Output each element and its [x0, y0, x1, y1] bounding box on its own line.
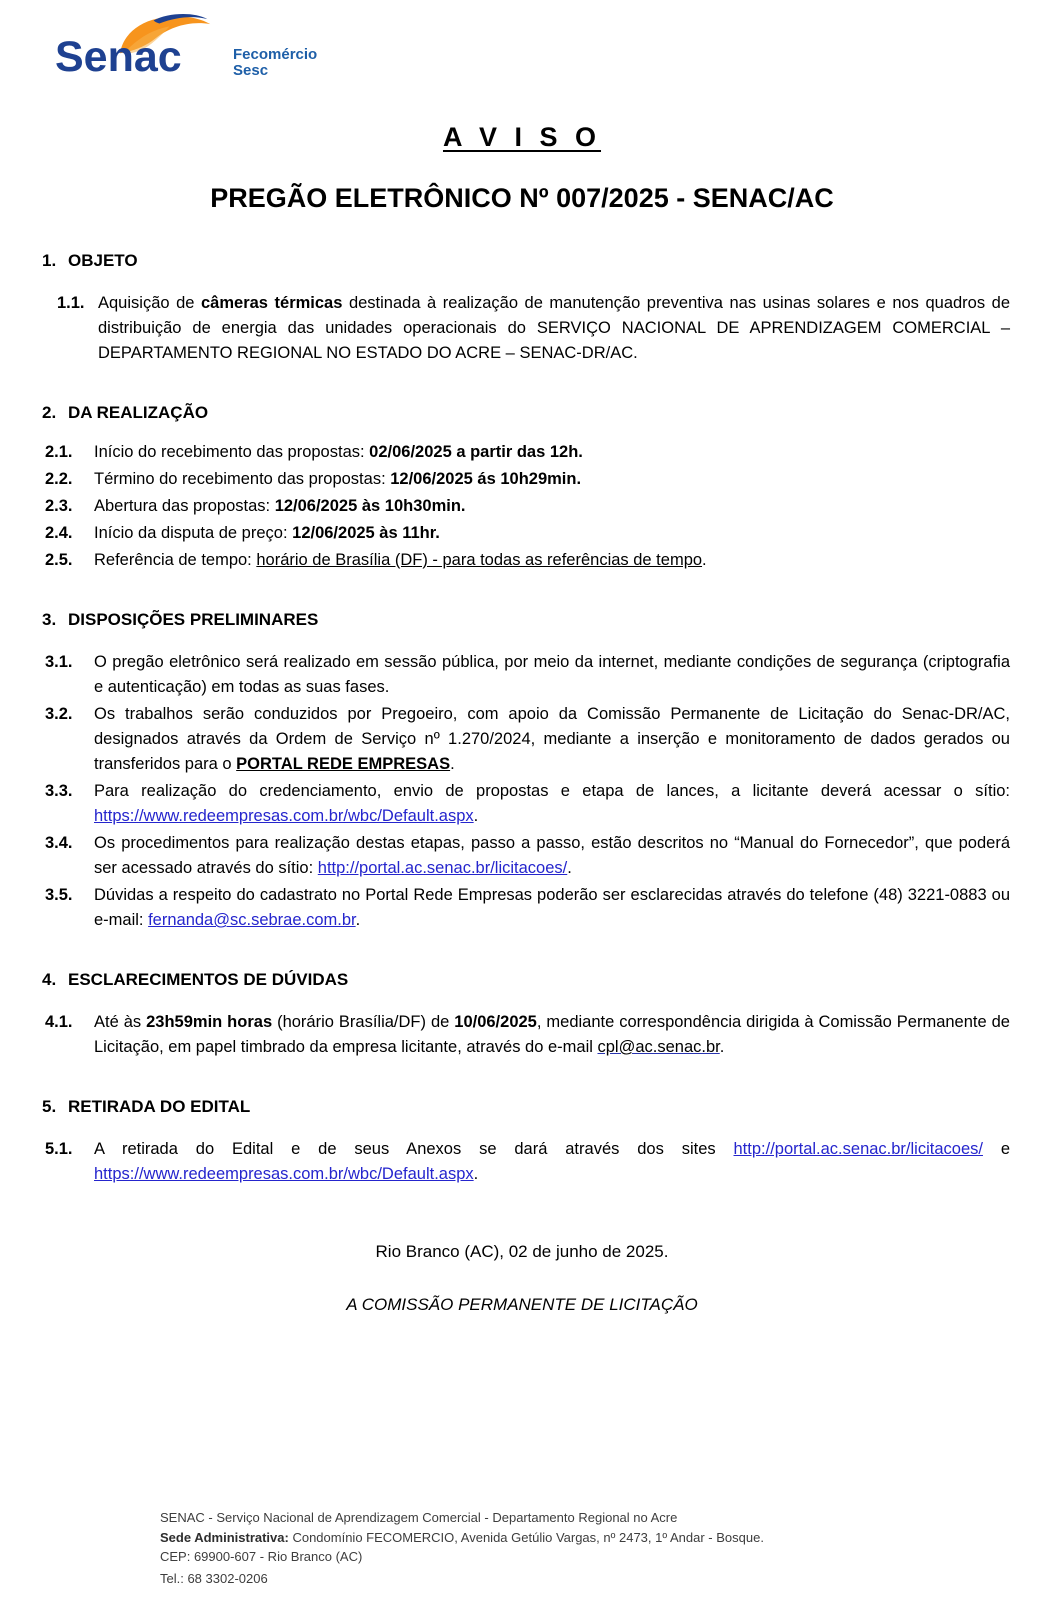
hyperlink[interactable]: http://portal.ac.senac.br/licitacoes/ — [733, 1140, 983, 1158]
section-title: DA REALIZAÇÃO — [68, 403, 209, 422]
item-number: 4.1. — [45, 1013, 73, 1031]
item-number: 3.3. — [45, 782, 73, 800]
text-run: Os trabalhos serão conduzidos por Pregoeiro, com apoio da Comissão Permanente de Licitação do Senac-DR/AC, designados através da Ordem de Serviço nº 1.270/2024, mediante a inserção e monitoramento de dados gerados ou transferidos para o — [94, 705, 1010, 773]
text-run: A retirada do Edital e de seus Anexos se dará através dos sites — [94, 1140, 734, 1158]
item-text — [94, 1137, 1010, 1187]
section-3 — [42, 610, 1010, 933]
item-2-3 — [42, 494, 1010, 519]
hyperlink[interactable]: cpl@ac.senac.br — [597, 1038, 720, 1056]
section-title: ESCLARECIMENTOS DE DÚVIDAS — [68, 970, 349, 989]
text-run: horário de Brasília (DF) - para todas as referências de tempo — [256, 551, 703, 569]
item-2-5 — [42, 548, 1010, 573]
item-number: 3.4. — [45, 834, 73, 852]
section-title: DISPOSIÇÕES PRELIMINARES — [68, 610, 319, 629]
hyperlink[interactable]: http://portal.ac.senac.br/licitacoes/ — [317, 859, 568, 877]
text-run: Dúvidas a respeito do cadastrato no Portal Rede Empresas poderão ser esclarecidas através do telefone (48) 3221-0883 ou e-mail: — [94, 886, 1010, 929]
item-number: 3.1. — [45, 653, 73, 671]
footer-line-2 — [160, 1528, 764, 1548]
text-run: 12/06/2025 às 10h30min. — [274, 497, 466, 515]
sections — [0, 251, 1044, 1187]
senac-logo — [55, 14, 355, 92]
section-1 — [42, 251, 1010, 366]
section-heading — [42, 251, 1010, 271]
fecomercio-sesc-label — [233, 47, 317, 79]
item-number: 2.3. — [45, 497, 73, 515]
item-number: 3.2. — [45, 705, 73, 723]
text-run: . — [473, 807, 479, 825]
text-run: . — [355, 911, 361, 929]
hyperlink[interactable]: fernanda@sc.sebrae.com.br — [148, 911, 356, 929]
section-number: 1. — [42, 251, 57, 270]
item-text — [94, 521, 1010, 546]
text-run: PORTAL REDE EMPRESAS — [236, 755, 451, 773]
text-run: , mediante correspondência dirigida à Comissão Permanente de Licitação, em papel timbrado da empresa licitante, através do e-mail — [94, 1013, 1010, 1056]
item-3-2 — [42, 702, 1010, 777]
item-text — [94, 440, 1010, 465]
text-run: 23h59min horas — [146, 1013, 273, 1031]
text-run: 12/06/2025 ás 10h29min. — [390, 470, 582, 488]
item-text — [94, 779, 1010, 829]
item-text — [94, 702, 1010, 777]
text-run: . — [473, 1165, 479, 1183]
item-text — [98, 291, 1010, 366]
item-2-1 — [42, 440, 1010, 465]
section-4 — [42, 970, 1010, 1060]
text-run: Para realização do credenciamento, envio de propostas e etapa de lances, a licitante deverá acessar o sítio: — [94, 782, 1010, 800]
text-run: 10/06/2025 — [454, 1013, 537, 1031]
section-heading — [42, 403, 1010, 423]
item-text — [94, 883, 1010, 933]
item-text — [94, 650, 1010, 700]
footer-sede-text: Condomínio FECOMERCIO, Avenida Getúlio Vargas, nº 2473, 1º Andar - Bosque. — [288, 1529, 764, 1545]
item-number: 3.5. — [45, 886, 73, 904]
section-number: 4. — [42, 970, 57, 989]
signature-line: A COMISSÃO PERMANENTE DE LICITAÇÃO — [346, 1295, 698, 1314]
item-5-1 — [42, 1137, 1010, 1187]
item-text — [94, 831, 1010, 881]
text-run: câmeras térmicas — [201, 294, 343, 312]
text-run: . — [719, 1038, 725, 1056]
text-run: . — [567, 859, 572, 877]
item-number: 2.4. — [45, 524, 73, 542]
notice-title: A V I S O — [442, 122, 602, 152]
text-run: Aquisição de — [98, 294, 201, 312]
item-number: 2.2. — [45, 470, 73, 488]
item-2-4 — [42, 521, 1010, 546]
item-number: 2.1. — [45, 443, 73, 461]
notice-subtitle: PREGÃO ELETRÔNICO Nº 007/2025 - SENAC/AC — [210, 183, 834, 213]
section-heading — [42, 1097, 1010, 1117]
hyperlink[interactable]: https://www.redeempresas.com.br/wbc/Default.aspx — [94, 807, 474, 825]
section-2 — [42, 403, 1010, 573]
item-text — [94, 548, 1010, 573]
section-5 — [42, 1097, 1010, 1187]
section-number: 2. — [42, 403, 57, 422]
footer-line-1: SENAC - Serviço Nacional de Aprendizagem Comercial - Departamento Regional no Acre — [160, 1510, 678, 1525]
text-run: 12/06/2025 às 11hr. — [292, 524, 440, 542]
item-text — [94, 1010, 1010, 1060]
section-title: RETIRADA DO EDITAL — [68, 1097, 251, 1116]
text-run: O pregão eletrônico será realizado em sessão pública, por meio da internet, mediante condições de segurança (criptografia e autenticação) em todas as suas fases. — [94, 653, 1010, 696]
text-run: Até às — [94, 1013, 147, 1031]
item-number: 1.1. — [57, 294, 85, 312]
text-run: e — [982, 1140, 1011, 1158]
footer-line-3: CEP: 69900-607 - Rio Branco (AC) — [160, 1549, 363, 1564]
fecomercio-label: Fecomércio — [233, 46, 318, 63]
text-run: Início do recebimento das propostas: — [94, 443, 370, 461]
item-3-5 — [42, 883, 1010, 933]
text-run: Referência de tempo: — [94, 551, 257, 569]
text-run: Início da disputa de preço: — [94, 524, 293, 542]
section-number: 3. — [42, 610, 57, 629]
page-footer — [160, 1508, 764, 1588]
item-2-2 — [42, 467, 1010, 492]
footer-line-4: Tel.: 68 3302-0206 — [160, 1570, 268, 1586]
item-number: 2.5. — [45, 551, 73, 569]
text-run: . — [450, 755, 455, 773]
section-heading — [42, 610, 1010, 630]
section-number: 5. — [42, 1097, 57, 1116]
section-heading — [42, 970, 1010, 990]
item-3-4 — [42, 831, 1010, 881]
item-3-3 — [42, 779, 1010, 829]
text-run: Término do recebimento das propostas: — [94, 470, 391, 488]
hyperlink[interactable]: https://www.redeempresas.com.br/wbc/Default.aspx — [94, 1165, 474, 1183]
text-run: Os procedimentos para realização destas etapas, passo a passo, estão descritos no “Manual do Fornecedor”, que poderá ser acessado através do sítio: — [94, 834, 1010, 877]
text-run: (horário Brasília/DF) de — [272, 1013, 455, 1031]
text-run: destinada à realização de manutenção preventiva nas usinas solares e nos quadros de distribuição de energia das unidades operacionais do SERVIÇO NACIONAL DE APRENDIZAGEM COMERCIAL – DEPARTAMENTO REGIONAL NO ESTADO DO ACRE – SENAC-DR/AC. — [98, 294, 1010, 362]
sesc-label: Sesc — [233, 62, 269, 79]
text-run: Abertura das propostas: — [94, 497, 275, 515]
item-1-1 — [42, 291, 1010, 366]
item-text — [94, 494, 1010, 519]
item-text — [94, 467, 1010, 492]
section-title: OBJETO — [68, 251, 138, 270]
text-run: 02/06/2025 a partir das 12h. — [369, 443, 583, 461]
senac-wordmark: Senac — [55, 33, 182, 81]
item-number: 5.1. — [45, 1140, 73, 1158]
item-4-1 — [42, 1010, 1010, 1060]
place-date: Rio Branco (AC), 02 de junho de 2025. — [375, 1242, 669, 1261]
footer-sede-label: Sede Administrativa: — [160, 1529, 289, 1545]
item-3-1 — [42, 650, 1010, 700]
text-run: . — [702, 551, 707, 569]
